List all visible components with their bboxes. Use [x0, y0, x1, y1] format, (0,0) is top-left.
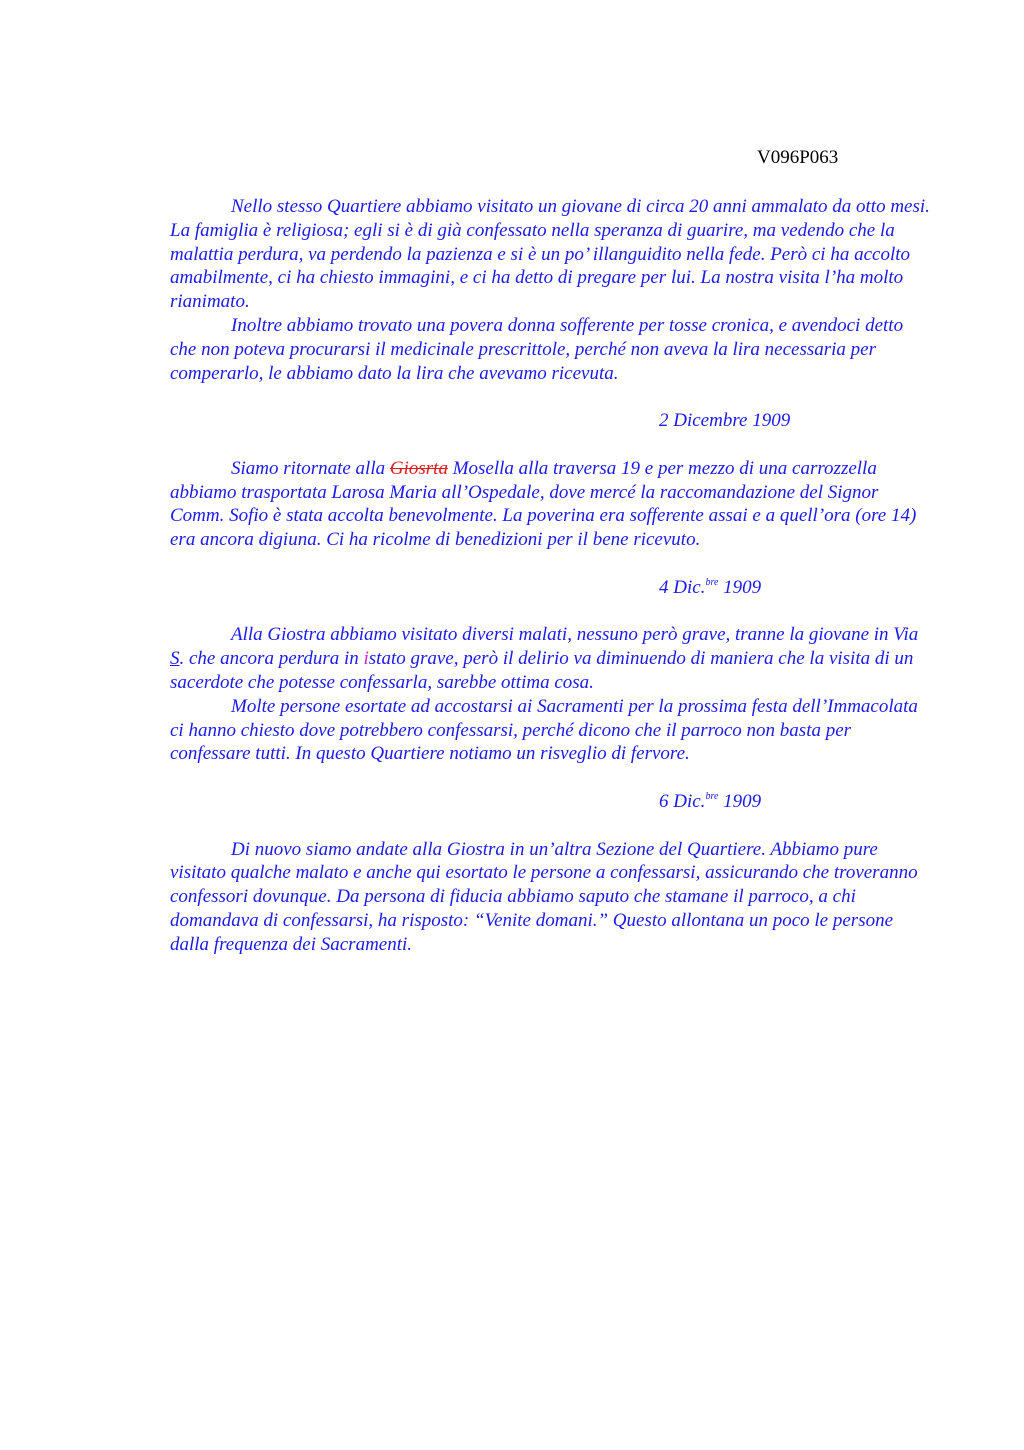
text-segment: . che ancora perdura in — [179, 648, 364, 670]
underlined-letter: S — [170, 648, 180, 670]
paragraph-young-man-visit: Nello stesso Quartiere abbiamo visitato un giovane di circa 20 anni ammalato da otto mesi. La famiglia è religiosa; egli si è di già confessato nella speranza di guarire, ma vedendo che la malattia perdura, va perdendo la pazienza e si è un po’ illanguidito nella fede. Però ci ha accolto amabilmente, ci ha chiesto immagini, e ci ha detto di pregare per lui. La nostra visita l’ha molto rianimato. — [170, 196, 930, 313]
paragraph-poor-woman: Inoltre abbiamo trovato una povera donna sofferente per tosse cronica, e avendoci detto che non poteva procurarsi il medicinale prescrittole, perché non aveva la lira necessaria per comperarlo, le abbiamo dato la lira che avevamo ricevuta. — [170, 314, 904, 384]
date-main: 4 Dic. — [659, 576, 706, 598]
deleted-word: Giosrta — [389, 457, 448, 479]
text-segment: Siamo ritornate alla — [231, 457, 390, 479]
paragraph-mosella-visit — [170, 457, 930, 552]
date-year: 1909 — [718, 790, 762, 812]
transcription-body — [170, 195, 930, 957]
page-identifier: V096P063 — [757, 147, 839, 168]
date-superscript: bre — [705, 576, 719, 588]
entry-date — [659, 576, 930, 600]
paragraph-another-section: Di nuovo siamo andate alla Giostra in un’altra Sezione del Quartiere. Abbiamo pure visitato qualche malato e anche qui esortato le persone a confessarsi, assicurando che troveranno confessori dovunque. Da persona di fiducia abbiamo saputo che stamane il parroco, a chi domandava di confessarsi, ha risposto: “Venite domani.” Questo allontana un poco le persone dalla frequenza dei Sacramenti. — [170, 838, 918, 955]
entry-date — [659, 790, 930, 814]
paragraph-confession-request: Molte persone esortate ad accostarsi ai Sacramenti per la prossima festa dell’Immacolata ci hanno chiesto dove potrebbero confessarsi, perché dicono che il parroco non basta per confessare tutti. In questo Quartiere notiamo un risveglio di fervore. — [170, 695, 918, 765]
text-segment: Alla Giostra abbiamo visitato diversi malati, nessuno però grave, tranne la giovane in Via — [231, 624, 919, 646]
text-segment: Mosella alla traversa 19 e per mezzo di una carrozzella abbiamo trasportata Larosa Maria all’Ospedale, dove mercé la raccomandazione del Signor Comm. Sofio è stata accolta benevolmente. La poverina era sofferente assai e a quell’ora (ore 14) era ancora digiuna. Ci ha ricolme di benedizioni per il bene ricevuto. — [170, 457, 917, 551]
date-main: 6 Dic. — [659, 790, 706, 812]
inserted-letter: i — [363, 648, 369, 670]
text-segment: stato grave, però il delirio va diminuendo di maniera che la visita di un sacerdote che potesse confessarla, sarebbe ottima cosa. — [170, 648, 914, 693]
entry-date: 2 Dicembre 1909 — [659, 410, 791, 432]
date-year: 1909 — [718, 576, 762, 598]
date-superscript: bre — [705, 790, 719, 802]
paragraph-giostra-sick — [170, 623, 930, 694]
